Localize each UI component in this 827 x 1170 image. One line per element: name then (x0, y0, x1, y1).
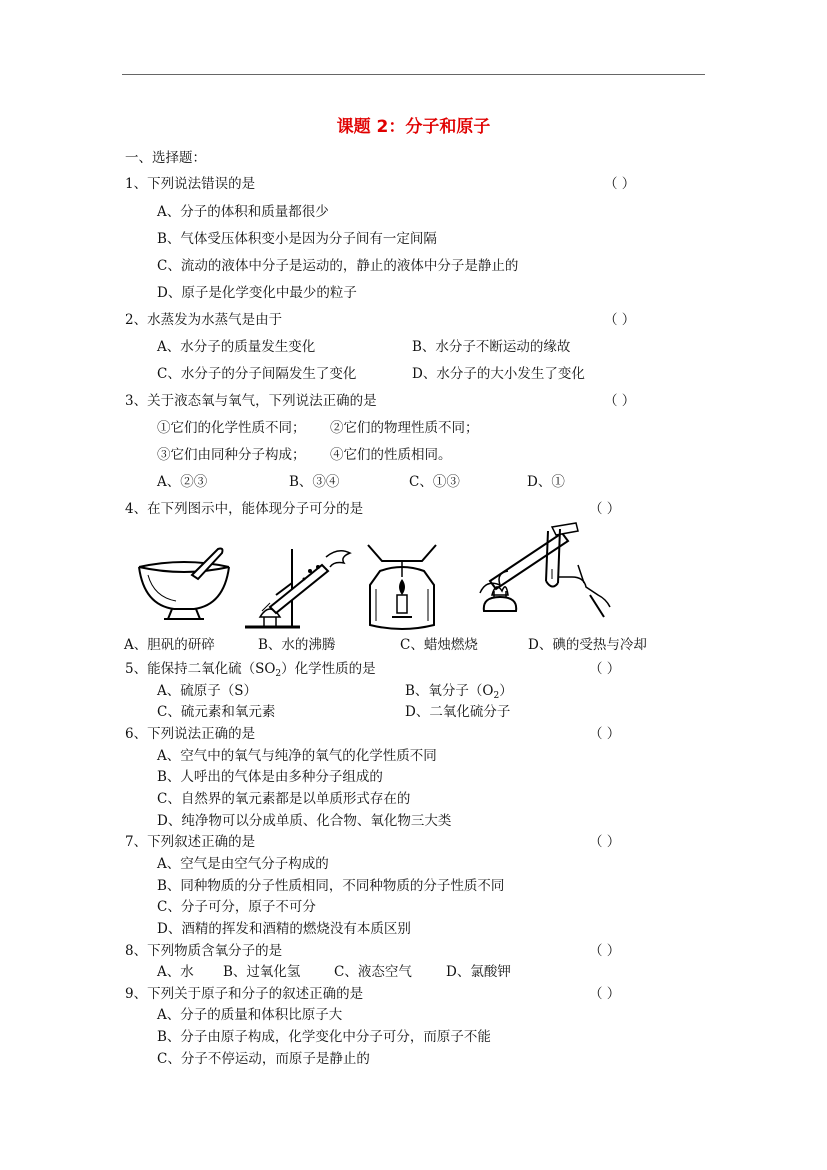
q7-option-b: B、同种物质的分子性质相同，不同种物质的分子性质不同 (157, 878, 505, 894)
q4-option-b: B、水的沸腾 (258, 637, 336, 653)
q2-option-b: B、水分子不断运动的缘故 (412, 339, 571, 355)
q3-option-b: B、③④ (289, 474, 340, 490)
q4-option-d: D、碘的受热与冷却 (528, 637, 647, 653)
iodine-heating-figure (472, 521, 617, 621)
section-heading: 一、选择题： (125, 150, 206, 166)
q4-option-c: C、蜡烛燃烧 (400, 637, 478, 653)
q1-option-c: C、流动的液体中分子是运动的，静止的液体中分子是静止的 (157, 258, 519, 274)
q5-option-b-subscript: 2 (493, 691, 500, 701)
q5-stem-text-end: ）化学性质的是 (281, 661, 376, 677)
q7-option-c: C、分子可分，原子不可分 (157, 899, 316, 915)
q5-stem (125, 660, 376, 683)
q5-option-b (405, 682, 513, 705)
q1-option-a: A、分子的体积和质量都很少 (157, 204, 329, 220)
q5-answer-blank: （ ） (589, 661, 621, 677)
q5-stem-text: 5、能保持二氧化硫（SO (125, 661, 276, 677)
boiling-water-figure (240, 543, 355, 631)
q8-option-c: C、液态空气 (334, 964, 412, 980)
q7-answer-blank: （ ） (589, 834, 621, 850)
q5-option-b-text: B、氧分子（O (405, 683, 494, 699)
q6-answer-blank: （ ） (589, 726, 621, 742)
q3-statement-4: ④它们的性质相同。 (330, 447, 452, 463)
header-rule (122, 74, 705, 75)
q1-option-d: D、原子是化学变化中最少的粒子 (157, 285, 357, 301)
q6-option-c: C、自然界的氧元素都是以单质形式存在的 (157, 791, 411, 807)
q9-option-c: C、分子不停运动，而原子是静止的 (157, 1051, 370, 1067)
candle-jar-figure (362, 541, 442, 633)
q3-answer-blank: （ ） (604, 393, 636, 409)
q1-option-b: B、气体受压体积变小是因为分子间有一定间隔 (157, 231, 437, 247)
q2-option-d: D、水分子的大小发生了变化 (412, 366, 585, 382)
q4-answer-blank: （ ） (589, 501, 621, 517)
q4-stem: 4、在下列图示中，能体现分子可分的是 (125, 501, 364, 517)
q7-option-a: A、空气是由空气分子构成的 (157, 856, 329, 872)
q3-option-a: A、②③ (157, 474, 208, 490)
q7-option-d: D、酒精的挥发和酒精的燃烧没有本质区别 (157, 921, 411, 937)
q8-stem: 8、下列物质含氧分子的是 (125, 943, 283, 959)
q3-statement-1: ①它们的化学性质不同； (157, 420, 306, 436)
q6-stem: 6、下列说法正确的是 (125, 726, 256, 742)
q3-stem: 3、关于液态氧与氧气，下列说法正确的是 (125, 393, 377, 409)
q4-option-a: A、胆矾的研碎 (124, 637, 215, 653)
q5-option-c: C、硫元素和氧元素 (157, 704, 276, 720)
q2-option-a: A、水分子的质量发生变化 (157, 339, 316, 355)
q3-statement-3: ③它们由同种分子构成； (157, 447, 306, 463)
q9-stem: 9、下列关于原子和分子的叙述正确的是 (125, 986, 364, 1002)
q1-stem: 1、下列说法错误的是 (125, 176, 256, 192)
q8-option-d: D、氯酸钾 (446, 964, 511, 980)
q5-stem-subscript: 2 (275, 669, 282, 679)
q1-answer-blank: （ ） (604, 176, 636, 192)
q9-option-a: A、分子的质量和体积比原子大 (157, 1007, 343, 1023)
mortar-pestle-figure (134, 545, 234, 625)
q9-option-b: B、分子由原子构成，化学变化中分子可分，而原子不能 (157, 1029, 491, 1045)
q7-stem: 7、下列叙述正确的是 (125, 834, 256, 850)
q6-option-a: A、空气中的氧气与纯净的氧气的化学性质不同 (157, 748, 437, 764)
q9-answer-blank: （ ） (589, 986, 621, 1002)
q8-option-b: B、过氧化氢 (223, 964, 301, 980)
q2-stem: 2、水蒸发为水蒸气是由于 (125, 312, 283, 328)
q5-option-d: D、二氧化硫分子 (405, 704, 511, 720)
page-title: 课题 2：分子和原子 (336, 117, 491, 137)
q5-option-b-text-end: ） (499, 683, 513, 699)
q8-answer-blank: （ ） (589, 943, 621, 959)
q2-answer-blank: （ ） (604, 312, 636, 328)
q8-option-a: A、水 (157, 964, 194, 980)
q3-option-c: C、①③ (409, 474, 460, 490)
q3-option-d: D、① (527, 474, 565, 490)
q6-option-d: D、纯净物可以分成单质、化合物、氧化物三大类 (157, 813, 452, 829)
q2-option-c: C、水分子的分子间隔发生了变化 (157, 366, 357, 382)
q6-option-b: B、人呼出的气体是由多种分子组成的 (157, 769, 383, 785)
q3-statement-2: ②它们的物理性质不同； (330, 420, 479, 436)
q5-option-a: A、硫原子（S） (157, 683, 257, 699)
